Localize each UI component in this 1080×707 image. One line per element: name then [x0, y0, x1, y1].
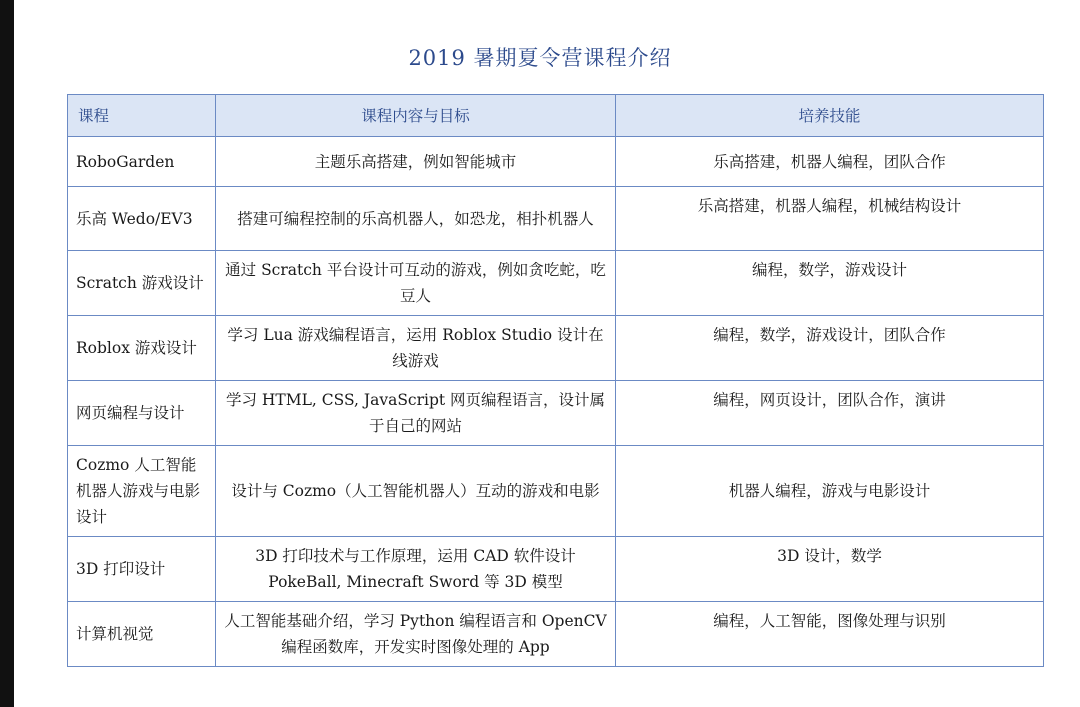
course-content: 学习 HTML, CSS, JavaScript 网页编程语言，设计属于自己的网站 — [216, 381, 616, 446]
course-name: RoboGarden — [68, 137, 216, 187]
table-row — [68, 187, 1044, 251]
course-content: 搭建可编程控制的乐高机器人，如恐龙，相扑机器人 — [216, 187, 616, 251]
course-name: 网页编程与设计 — [68, 381, 216, 446]
table-row — [68, 381, 1044, 446]
course-skills: 3D 设计，数学 — [616, 537, 1044, 602]
course-name: Scratch 游戏设计 — [68, 251, 216, 316]
header-content: 课程内容与目标 — [216, 95, 616, 137]
table-header-row — [68, 95, 1044, 137]
course-content: 主题乐高搭建，例如智能城市 — [216, 137, 616, 187]
page-title: 2019 暑期夏令营课程介绍 — [408, 46, 672, 70]
course-skills: 编程，人工智能，图像处理与识别 — [616, 602, 1044, 667]
course-name: Cozmo 人工智能机器人游戏与电影设计 — [68, 446, 216, 537]
table-row — [68, 602, 1044, 667]
course-content: 学习 Lua 游戏编程语言，运用 Roblox Studio 设计在线游戏 — [216, 316, 616, 381]
left-edge-bar — [0, 0, 14, 707]
course-content: 设计与 Cozmo（人工智能机器人）互动的游戏和电影 — [216, 446, 616, 537]
course-content: 人工智能基础介绍，学习 Python 编程语言和 OpenCV 编程函数库，开发实时图像处理的 App — [216, 602, 616, 667]
course-skills: 编程，数学，游戏设计 — [616, 251, 1044, 316]
course-name: Roblox 游戏设计 — [68, 316, 216, 381]
header-skills: 培养技能 — [616, 95, 1044, 137]
course-name: 3D 打印设计 — [68, 537, 216, 602]
course-skills: 乐高搭建，机器人编程，团队合作 — [616, 137, 1044, 187]
table-row — [68, 251, 1044, 316]
course-skills: 乐高搭建，机器人编程，机械结构设计 — [616, 187, 1044, 251]
course-content: 通过 Scratch 平台设计可互动的游戏，例如贪吃蛇，吃豆人 — [216, 251, 616, 316]
course-skills: 机器人编程，游戏与电影设计 — [616, 446, 1044, 537]
course-skills: 编程，网页设计，团队合作，演讲 — [616, 381, 1044, 446]
course-skills: 编程，数学，游戏设计，团队合作 — [616, 316, 1044, 381]
table-row — [68, 316, 1044, 381]
course-content: 3D 打印技术与工作原理，运用 CAD 软件设计 PokeBall, Minecraft Sword 等 3D 模型 — [216, 537, 616, 602]
table-row — [68, 137, 1044, 187]
course-name: 计算机视觉 — [68, 602, 216, 667]
course-table — [67, 94, 1044, 667]
table-row — [68, 537, 1044, 602]
course-name: 乐高 Wedo/EV3 — [68, 187, 216, 251]
header-course: 课程 — [68, 95, 216, 137]
table-row — [68, 446, 1044, 537]
